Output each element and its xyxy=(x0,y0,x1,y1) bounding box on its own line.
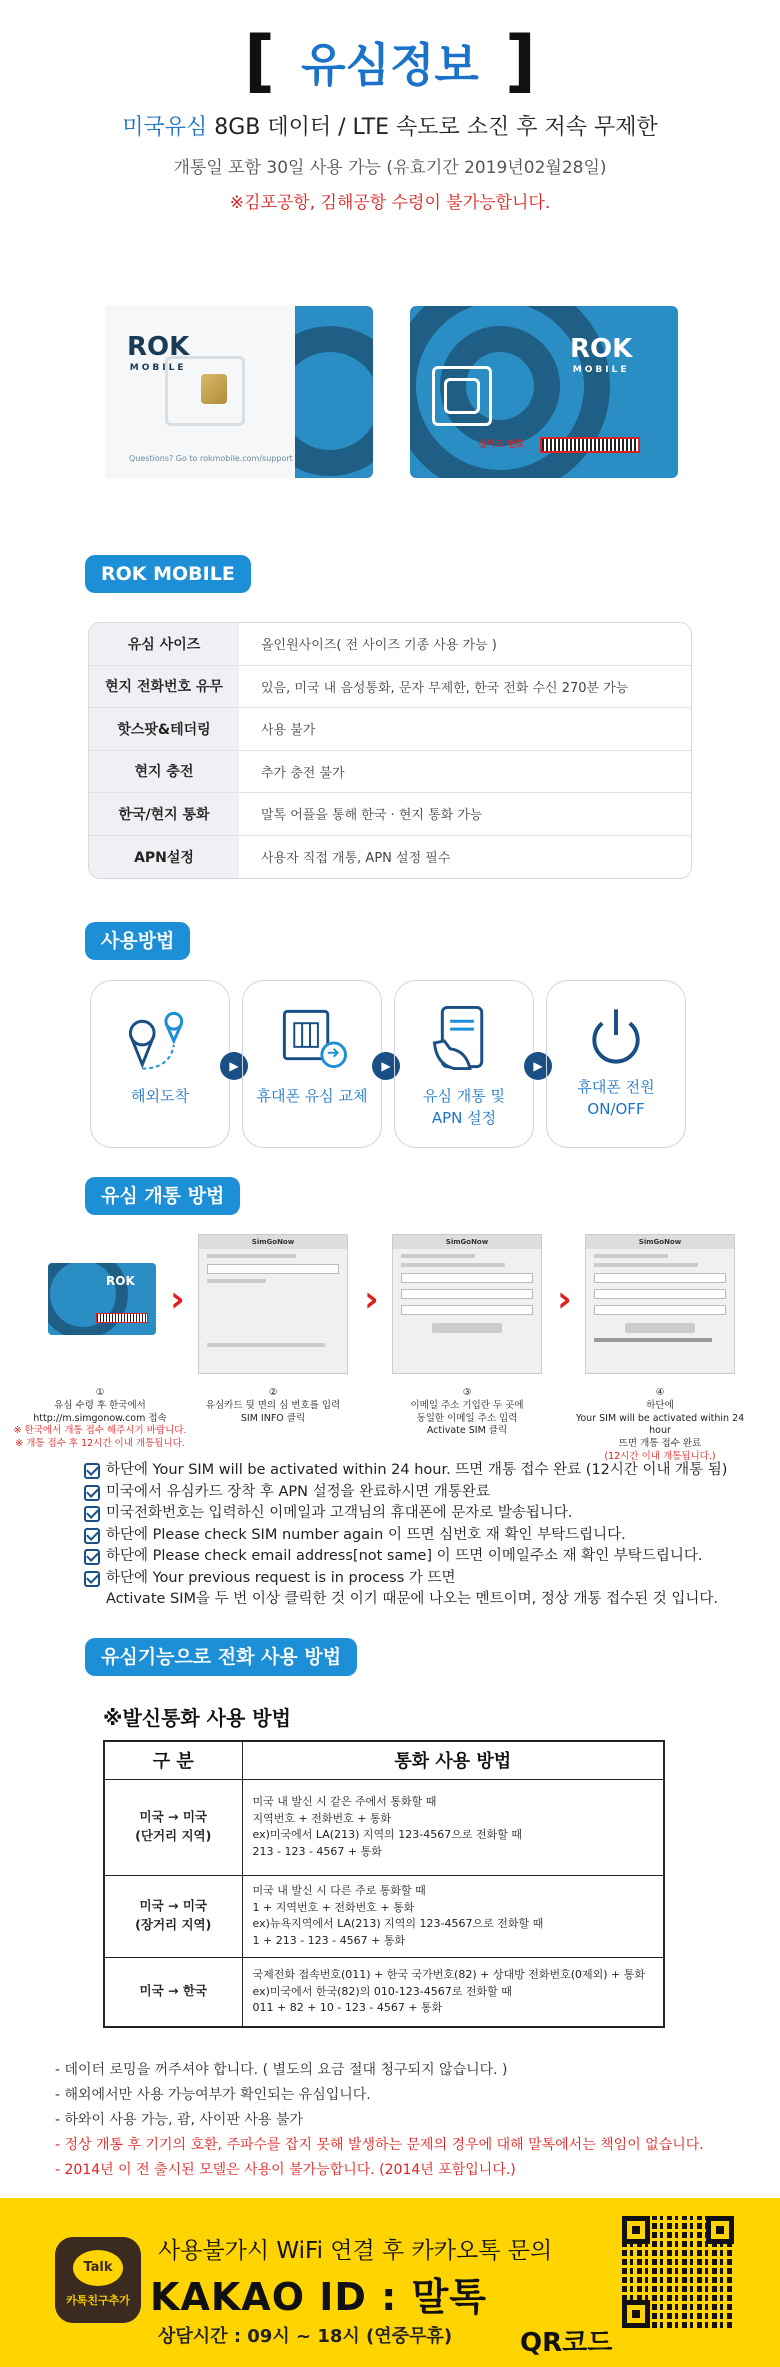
arrow-right-icon: ▶ xyxy=(524,1052,552,1080)
screen-activation-done: SimGoNow xyxy=(585,1234,735,1374)
kakao-footer xyxy=(0,2198,780,2367)
consult-hours: 상담시간 : 09시 ~ 18시 (연중무휴) xyxy=(158,2326,453,2347)
note-item xyxy=(84,1546,764,1568)
spec-row xyxy=(89,751,691,794)
bracket-right: ] xyxy=(504,22,536,101)
spec-value: 있음, 미국 내 음성통화, 문자 무제한, 한국 전화 수신 270분 가능 xyxy=(261,680,629,696)
checkbox-icon xyxy=(84,1528,100,1544)
step-label: 휴대폰 유심 교체 xyxy=(256,1087,368,1105)
phone-touch-icon xyxy=(395,1003,533,1073)
step-label: 휴대폰 전원 xyxy=(577,1078,655,1096)
step-swap-sim xyxy=(242,980,382,1148)
spec-value: 올인원사이즈( 전 사이즈 기종 사용 가능 ) xyxy=(261,638,497,654)
step-label: 해외도착 xyxy=(131,1087,189,1105)
call-method-line: ex)뉴욕지역에서 LA(213) 지역의 123-4567으로 전화할 때 xyxy=(252,1917,544,1930)
call-method-line: 미국 내 발신 시 다른 주로 통화할 때 xyxy=(252,1884,426,1897)
power-icon xyxy=(547,1003,685,1073)
call-method-line: 1 + 213 - 123 - 4567 + 통화 xyxy=(252,1933,406,1947)
sim-card-front xyxy=(105,306,373,478)
call-category xyxy=(104,1875,242,1957)
call-row xyxy=(104,1957,664,2027)
caption-step-4: ④ 하단에 Your SIM will be activated within 24 hour 뜨면 개통 접수 완료 (12시간 이내 개통됩니다.) xyxy=(575,1387,745,1463)
note-text: 하단에 Your SIM will be activated within 24 hour. 뜨면 개통 접수 완료 (12시간 이내 개통 됨) xyxy=(106,1462,728,1478)
spec-row xyxy=(89,836,691,879)
step-label: 유심 개통 및 xyxy=(423,1087,505,1105)
activation-section-tag: 유심 개통 방법 xyxy=(85,1177,240,1215)
activation-notes xyxy=(84,1460,764,1611)
step-label-2: APN 설정 xyxy=(431,1108,497,1127)
spec-section-tag: ROK MOBILE xyxy=(85,555,251,593)
call-header-category: 구 분 xyxy=(104,1741,242,1779)
call-method xyxy=(242,1779,664,1875)
spec-key: 한국/현지 통화 xyxy=(89,793,239,835)
page-title xyxy=(244,22,536,101)
spec-value: 말톡 어플을 통해 한국 · 현지 통화 가능 xyxy=(261,808,483,824)
chevron-right-icon: › xyxy=(557,1279,572,1320)
step-label-2: ON/OFF xyxy=(587,1099,645,1118)
call-category-line: (단거리 지역) xyxy=(135,1828,212,1843)
call-method xyxy=(242,1957,664,2027)
call-method-line: 미국 내 발신 시 같은 주에서 통화할 때 xyxy=(252,1795,437,1808)
note-continuation: Activate SIM을 두 번 이상 클릭한 것 이기 때문에 나오는 멘트이며, 정상 개통 접수된 것 입니다. xyxy=(106,1591,718,1607)
sim-card-thumb: ROK xyxy=(48,1263,156,1335)
call-category-line: 미국 → 미국 xyxy=(139,1898,207,1914)
screen-activation-request: SimGoNow xyxy=(392,1234,542,1374)
bracket-left: [ xyxy=(244,22,276,101)
sim-swap-icon xyxy=(243,1003,381,1073)
spec-key: 현지 전화번호 유무 xyxy=(89,666,239,708)
call-header-method: 통화 사용 방법 xyxy=(242,1741,664,1779)
note-item xyxy=(84,1460,764,1482)
note-compat: - 정상 개통 후 기기의 호환, 주파수를 잡지 못해 발생하는 문제의 경우에 대해 말톡에서는 책임이 없습니다. xyxy=(55,2137,704,2153)
call-method-line: ex)미국에서 LA(213) 지역의 123-4567으로 전화할 때 xyxy=(252,1828,522,1841)
header xyxy=(0,22,780,213)
call-category xyxy=(104,1957,242,2027)
call-method-line: 213 - 123 - 4567 + 통화 xyxy=(252,1844,382,1858)
note-item xyxy=(84,1503,764,1525)
sim-chip-icon xyxy=(201,374,227,404)
screen-sim-info: SimGoNow xyxy=(198,1234,348,1374)
map-pin-icon xyxy=(91,1003,229,1073)
note-text: 하단에 Please check email address[not same] 이 뜨면 이메일주소 재 확인 부탁드립니다. xyxy=(106,1548,703,1564)
spec-table xyxy=(88,622,692,879)
call-method-line: 국제전화 접속번호(011) + 한국 국가번호(82) + 상대방 전화번호(0제외) + 통화 xyxy=(252,1968,646,1981)
call-method xyxy=(242,1875,664,1957)
validity-text: 개통일 포함 30일 사용 가능 (유효기간 2019년02월28일) xyxy=(173,158,607,178)
note-overseas: - 해외에서만 사용 가능여부가 확인되는 유심입니다. xyxy=(55,2087,371,2103)
call-method-line: ex)미국에서 한국(82)의 010-123-4567로 전화할 때 xyxy=(252,1984,512,1998)
footer-line-1: 사용불가시 WiFi 연결 후 카카오톡 문의 xyxy=(158,2238,553,2264)
caution-notes xyxy=(55,2058,755,2183)
sim-card-back xyxy=(410,306,678,478)
spec-row xyxy=(89,666,691,709)
call-row xyxy=(104,1875,664,1957)
qr-label: QR코드 xyxy=(520,2328,613,2358)
note-2014: - 2014년 이 전 출시된 모델은 사용이 불가능합니다. (2014년 포함입니다.) xyxy=(55,2162,516,2178)
spec-key: 현지 충전 xyxy=(89,751,239,793)
usage-section-tag: 사용방법 xyxy=(85,922,190,960)
product-summary xyxy=(0,110,780,141)
call-category-line: 미국 → 미국 xyxy=(139,1809,207,1825)
pickup-warning: ※김포공항, 김해공항 수령이 불가능합니다. xyxy=(229,193,551,213)
kakao-add-friend-label: 카톡친구추가 xyxy=(66,2294,130,2307)
step-power xyxy=(546,980,686,1148)
step-arrival xyxy=(90,980,230,1148)
caption-step-1: ① 유심 수령 후 한국에서 http://m.simgonow.com 접속 ※ 한국에서 개통 접수 해주시기 바랍니다. ※ 개통 접수 후 12시간 이내 개통됩니다. xyxy=(13,1387,187,1450)
spec-key: 유심 사이즈 xyxy=(89,623,239,665)
call-category xyxy=(104,1779,242,1875)
caption-step-2: ② 유심카드 뒷 면의 심 번호를 입력 SIM INFO 클릭 xyxy=(205,1387,341,1424)
spec-row xyxy=(89,623,691,666)
call-section-tag: 유심기능으로 전화 사용 방법 xyxy=(85,1638,357,1676)
note-text: 하단에 Your previous request is in process 가 뜨면 xyxy=(106,1569,456,1586)
call-subtitle: ※발신통화 사용 방법 xyxy=(103,1706,291,1730)
checkbox-icon xyxy=(84,1463,100,1479)
product-plan: 8GB 데이터 / LTE 속도로 소진 후 저속 무제한 xyxy=(214,115,658,140)
chevron-right-icon: › xyxy=(170,1279,185,1320)
note-hawaii: - 하와이 사용 가능, 괌, 사이판 사용 불가 xyxy=(55,2112,303,2128)
caption-step-3: ③ 이메일 주소 기입란 두 곳에 동일한 이메일 주소 입력 Activate SIM 클릭 xyxy=(410,1387,524,1437)
checkbox-icon xyxy=(84,1506,100,1522)
checkbox-icon xyxy=(84,1549,100,1565)
call-method-line: 011 + 82 + 10 - 123 - 4567 + 통화 xyxy=(252,2001,443,2014)
note-item xyxy=(84,1568,764,1590)
kakao-talk-icon[interactable]: Talk 카톡친구추가 xyxy=(55,2237,141,2323)
arrow-right-icon: ▶ xyxy=(372,1052,400,1080)
arrow-right-icon: ▶ xyxy=(220,1052,248,1080)
spec-row xyxy=(89,793,691,836)
card-support-text: Questions? Go to rokmobile.com/support xyxy=(129,454,293,463)
call-method-line: 지역번호 + 전화번호 + 통화 xyxy=(252,1811,392,1825)
call-category-line: (장거리 지역) xyxy=(135,1917,212,1932)
note-item xyxy=(84,1482,764,1504)
spec-value: 추가 충전 불가 xyxy=(261,765,345,781)
call-row xyxy=(104,1779,664,1875)
serial-barcode xyxy=(540,437,640,453)
qr-code-icon[interactable] xyxy=(622,2216,734,2328)
serial-label: 심카드 번호 xyxy=(478,440,525,450)
note-text: 미국전화번호는 입력하신 이메일과 고객님의 휴대폰에 문자로 발송됩니다. xyxy=(106,1505,573,1521)
call-method-line: 1 + 지역번호 + 전화번호 + 통화 xyxy=(252,1900,415,1914)
note-item xyxy=(84,1525,764,1547)
note-roaming: - 데이터 로밍을 꺼주셔야 합니다. ( 별도의 요금 절대 청구되지 않습니다. ) xyxy=(55,2062,508,2078)
spec-row xyxy=(89,708,691,751)
call-category-line: 미국 → 한국 xyxy=(139,1983,207,1999)
spec-value: 사용 불가 xyxy=(261,723,316,739)
spec-value: 사용자 직접 개통, APN 설정 필수 xyxy=(261,851,451,867)
checkbox-icon xyxy=(84,1485,100,1501)
spec-key: APN설정 xyxy=(89,836,239,879)
rok-logo-back: ROK MOBILE xyxy=(570,334,633,375)
note-text: 미국에서 유심카드 장착 후 APN 설정을 완료하시면 개통완료 xyxy=(106,1483,490,1500)
spec-key: 핫스팟&테더링 xyxy=(89,708,239,750)
checkbox-icon xyxy=(84,1571,100,1587)
title-text: 유심정보 xyxy=(301,38,479,92)
kakao-id: KAKAO ID : 말톡 xyxy=(150,2275,487,2319)
rok-logo: ROK MOBILE xyxy=(127,332,190,373)
note-text: 하단에 Please check SIM number again 이 뜨면 심번호 재 확인 부탁드립니다. xyxy=(106,1526,626,1543)
call-table xyxy=(103,1740,665,2028)
step-activate xyxy=(394,980,534,1148)
chevron-right-icon: › xyxy=(364,1279,379,1320)
product-region: 미국유심 xyxy=(122,115,208,140)
